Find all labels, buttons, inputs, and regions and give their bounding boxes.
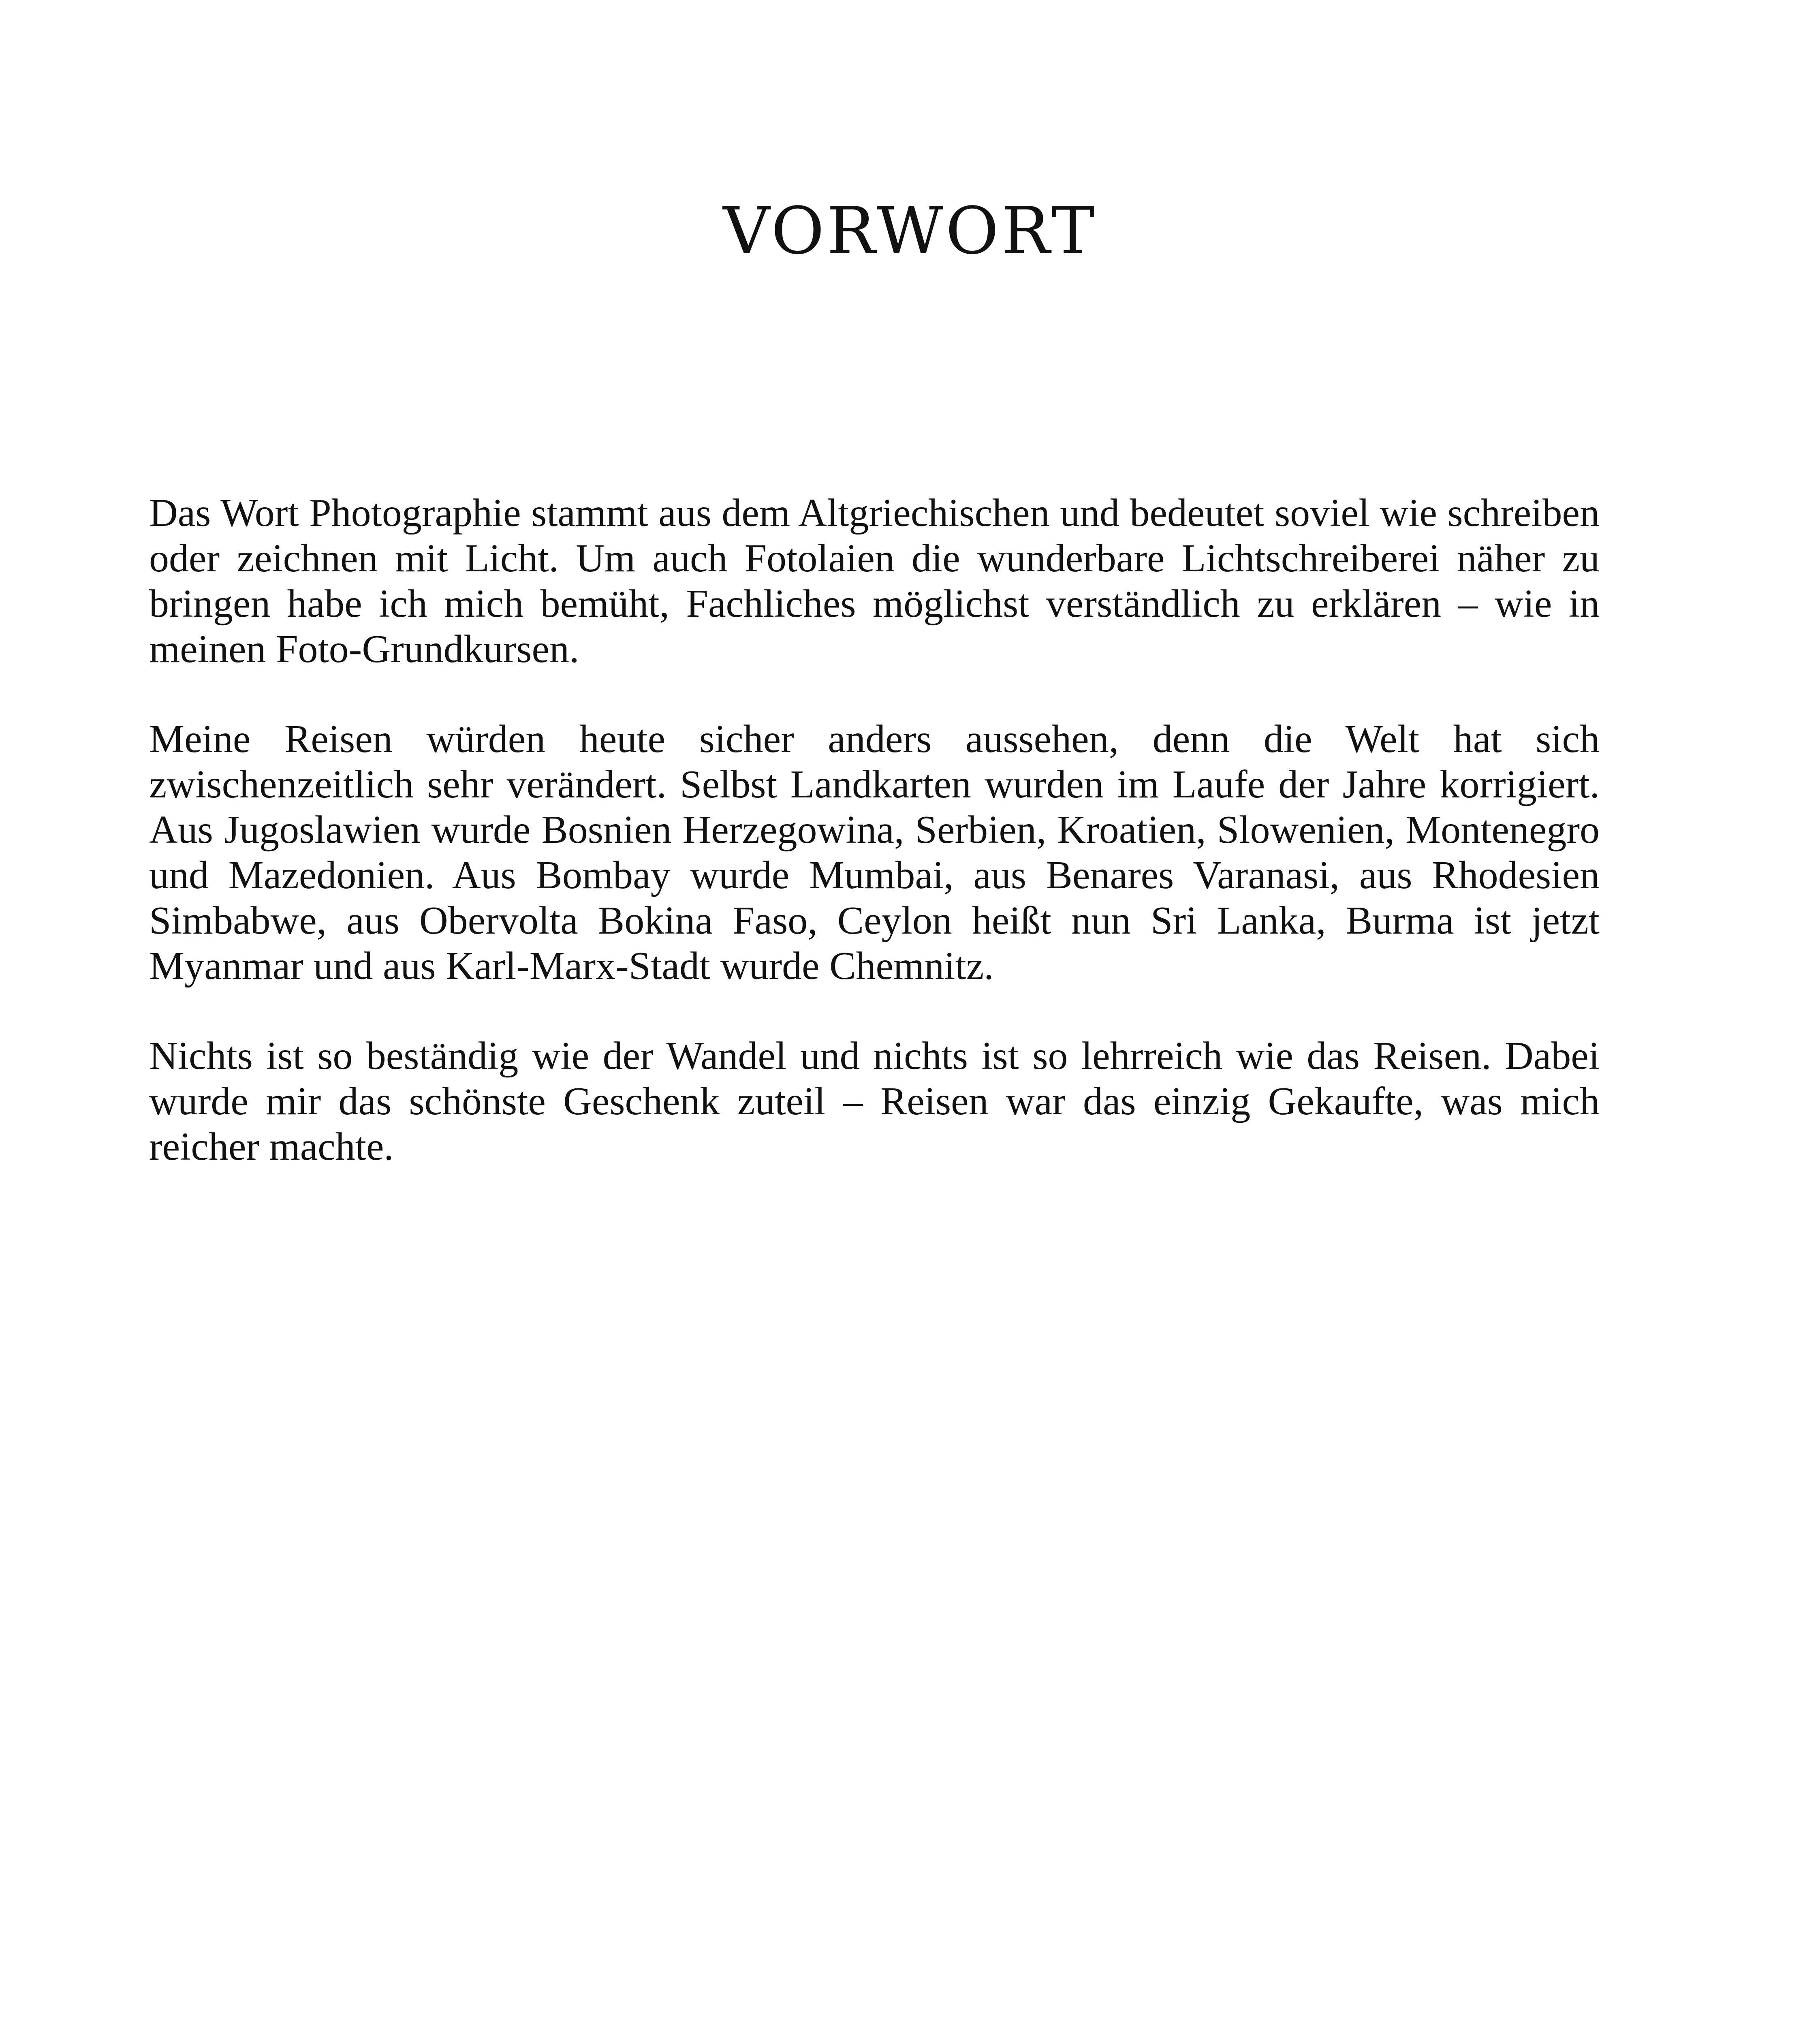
paragraph-1: Das Wort Photographie stammt aus dem Altgriechischen und bedeutet soviel wie schreiben oder zeichnen mit Licht. Um auch Fotolaien die wunderbare Lichtschreiberei näher zu bringen habe ich mich bemüht, Fachliches möglichst verständlich zu erklären – wie in meinen Foto-Grundkursen. [149,491,1600,671]
paragraph-2: Meine Reisen würden heute sicher anders aussehen, denn die Welt hat sich zwischenzeitlich sehr verändert. Selbst Landkarten wurden im Laufe der Jahre korrigiert. Aus Jugoslawien wurde Bosnien Herzegowina, Serbien, Kroatien, Slowenien, Montenegro und Mazedonien. Aus Bombay wurde Mumbai, aus Benares Varanasi, aus Rhodesien Simbabwe, aus Obervolta Bokina Faso, Ceylon heißt nun Sri Lanka, Burma ist jetzt Myanmar und aus Karl-Marx-Stadt wurde Chemnitz. [149,717,1600,988]
paragraph-3: Nichts ist so beständig wie der Wandel und nichts ist so lehrreich wie das Reisen. Dabei wurde mir das schönste Geschenk zuteil – Reisen war das einzig Gekaufte, was mich reicher machte. [149,1034,1600,1169]
page-title: VORWORT [723,193,1097,269]
body-text [149,490,1600,1214]
